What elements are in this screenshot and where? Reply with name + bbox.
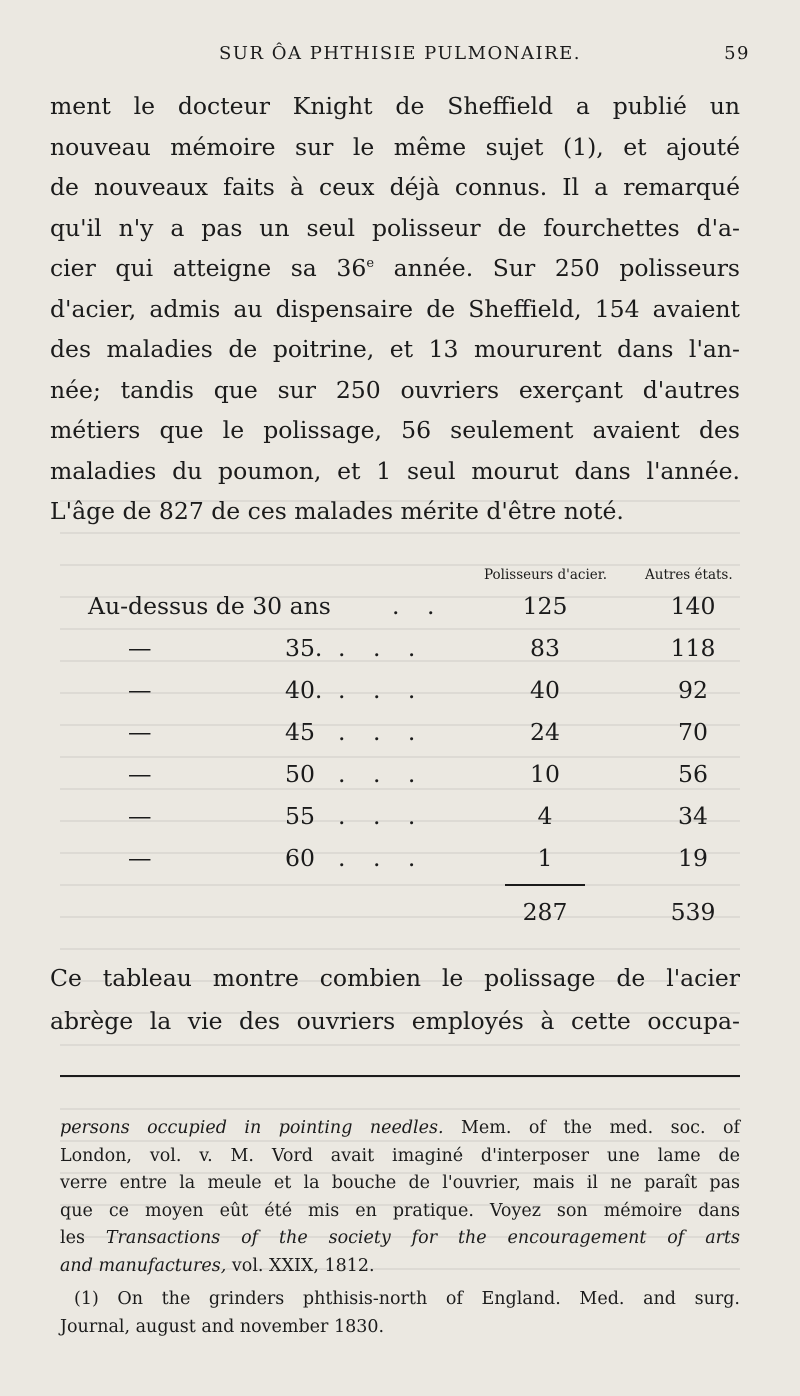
- footnote-line: que ce moyen eût été mis en pratique. Voyez son mémoire dans: [60, 1200, 740, 1221]
- ditto-dash: —: [128, 802, 152, 830]
- running-header: [50, 43, 750, 73]
- cell-polisseurs: 1: [537, 844, 553, 872]
- sum-rule: [505, 884, 585, 886]
- body-line: maladies du poumon, et 1 seul mourut dans l'année.: [50, 456, 740, 485]
- row-age: 40.: [285, 676, 323, 704]
- cell-polisseurs: 40: [530, 676, 560, 704]
- leader-dots: . . .: [338, 760, 426, 788]
- footnote-line: [60, 1115, 740, 1143]
- row-age: 50: [285, 760, 315, 788]
- totals-row: [0, 898, 800, 938]
- italic-text: Transactions of the society for the encouragement of arts: [105, 1228, 740, 1248]
- cell-polisseurs: 10: [530, 760, 560, 788]
- ditto-dash: —: [128, 718, 152, 746]
- cell-autres: 140: [670, 592, 716, 620]
- column-header-polisseurs: Polisseurs d'acier.: [484, 567, 608, 583]
- table-row: [0, 592, 800, 632]
- body-paragraph: [50, 86, 740, 532]
- italic-text: and manufactures,: [60, 1255, 227, 1276]
- cell-polisseurs: 125: [522, 592, 568, 620]
- footnotes: [60, 1115, 740, 1341]
- body-line: d'acier, admis au dispensaire de Sheffield, 154 avaient: [50, 294, 740, 323]
- body-line: [50, 248, 740, 289]
- footnote-text: Mem. of the med. soc. of: [443, 1118, 740, 1138]
- leader-dots: . . .: [338, 634, 426, 662]
- running-title: SUR ÔA PHTHISIE PULMONAIRE.: [218, 43, 582, 64]
- table-row: [0, 844, 800, 884]
- body-line: métiers que le polissage, 56 seulement avaient des: [50, 416, 740, 444]
- body-line: née; tandis que sur 250 ouvriers exerçant d'autres: [50, 375, 740, 404]
- table-row: [0, 676, 800, 716]
- footnote-text: les: [60, 1228, 106, 1248]
- conclusion-line: abrège la vie des ouvriers employés à cette occupa-: [50, 1007, 740, 1035]
- body-line: des maladies de poitrine, et 13 moururent dans l'an-: [50, 335, 740, 363]
- body-line: de nouveaux faits à ceux déjà connus. Il a remarqué: [50, 173, 740, 201]
- cell-polisseurs: 24: [530, 718, 560, 746]
- row-age: 60: [285, 844, 315, 872]
- body-line: L'âge de 827 de ces malades mérite d'être noté.: [50, 497, 624, 525]
- footnote-line: (1) On the grinders phthisis-north of England. Med. and surg.: [74, 1289, 740, 1309]
- italic-text: persons occupied in pointing needles.: [60, 1118, 444, 1138]
- ditto-dash: —: [128, 676, 152, 704]
- cell-polisseurs: 83: [530, 634, 560, 662]
- row-label: [88, 592, 331, 620]
- footnote-text: vol. XXIX, 1812.: [226, 1255, 375, 1276]
- table-row: [0, 802, 800, 842]
- cell-autres: 92: [678, 676, 708, 704]
- row-age: 55: [285, 802, 315, 830]
- conclusion-line: Ce tableau montre combien le polissage de l'acier: [50, 964, 740, 992]
- total-autres: 539: [670, 898, 716, 926]
- footnote-rule: [60, 1075, 740, 1077]
- cell-autres: 70: [678, 718, 708, 746]
- row-label-prefix: Au-dessus de: [88, 592, 245, 620]
- footnote-line: [60, 1225, 740, 1253]
- footnote-continued: [60, 1115, 740, 1280]
- footnote-line: Journal, august and november 1830.: [60, 1316, 385, 1337]
- ditto-dash: —: [128, 760, 152, 788]
- table-row: [0, 718, 800, 758]
- total-polisseurs: 287: [522, 898, 568, 926]
- body-line-part: année. Sur 250 polisseurs: [374, 254, 740, 282]
- footnote-line: London, vol. v. M. Vord avait imaginé d'interposer une lame de: [60, 1145, 740, 1166]
- leader-dots: . . .: [338, 676, 426, 704]
- body-line: ment le docteur Knight de Sheffield a publié un: [50, 92, 740, 120]
- cell-autres: 56: [678, 760, 708, 788]
- leader-dots: . . .: [338, 844, 426, 872]
- cell-autres: 34: [678, 802, 708, 830]
- column-header-autres: Autres états.: [645, 567, 733, 583]
- row-age: 35.: [285, 634, 323, 662]
- footnote-line: [60, 1253, 740, 1281]
- leader-dots: . . .: [338, 802, 426, 830]
- ditto-dash: —: [128, 634, 152, 662]
- table-row: [0, 760, 800, 800]
- body-line: qu'il n'y a pas un seul polisseur de fourchettes d'a-: [50, 213, 740, 242]
- leader-dots: . . .: [338, 718, 426, 746]
- ditto-dash: —: [128, 844, 152, 872]
- cell-polisseurs: 4: [537, 802, 553, 830]
- body-line: nouveau mémoire sur le même sujet (1), et ajouté: [50, 132, 740, 161]
- row-age: 30 ans: [252, 592, 331, 620]
- table-row: [0, 634, 800, 674]
- conclusion-paragraph: [50, 957, 740, 1043]
- footnote-1: [60, 1286, 740, 1341]
- row-age: 45: [285, 718, 315, 746]
- cell-autres: 19: [678, 844, 708, 872]
- leader-dots: . .: [392, 592, 445, 620]
- page-number: 59: [724, 43, 750, 64]
- cell-autres: 118: [670, 634, 716, 662]
- footnote-line: verre entre la meule et la bouche de l'ouvrier, mais il ne paraît pas: [60, 1173, 740, 1193]
- body-line-part: cier qui atteigne sa 36: [50, 254, 367, 282]
- superscript: e: [366, 256, 375, 272]
